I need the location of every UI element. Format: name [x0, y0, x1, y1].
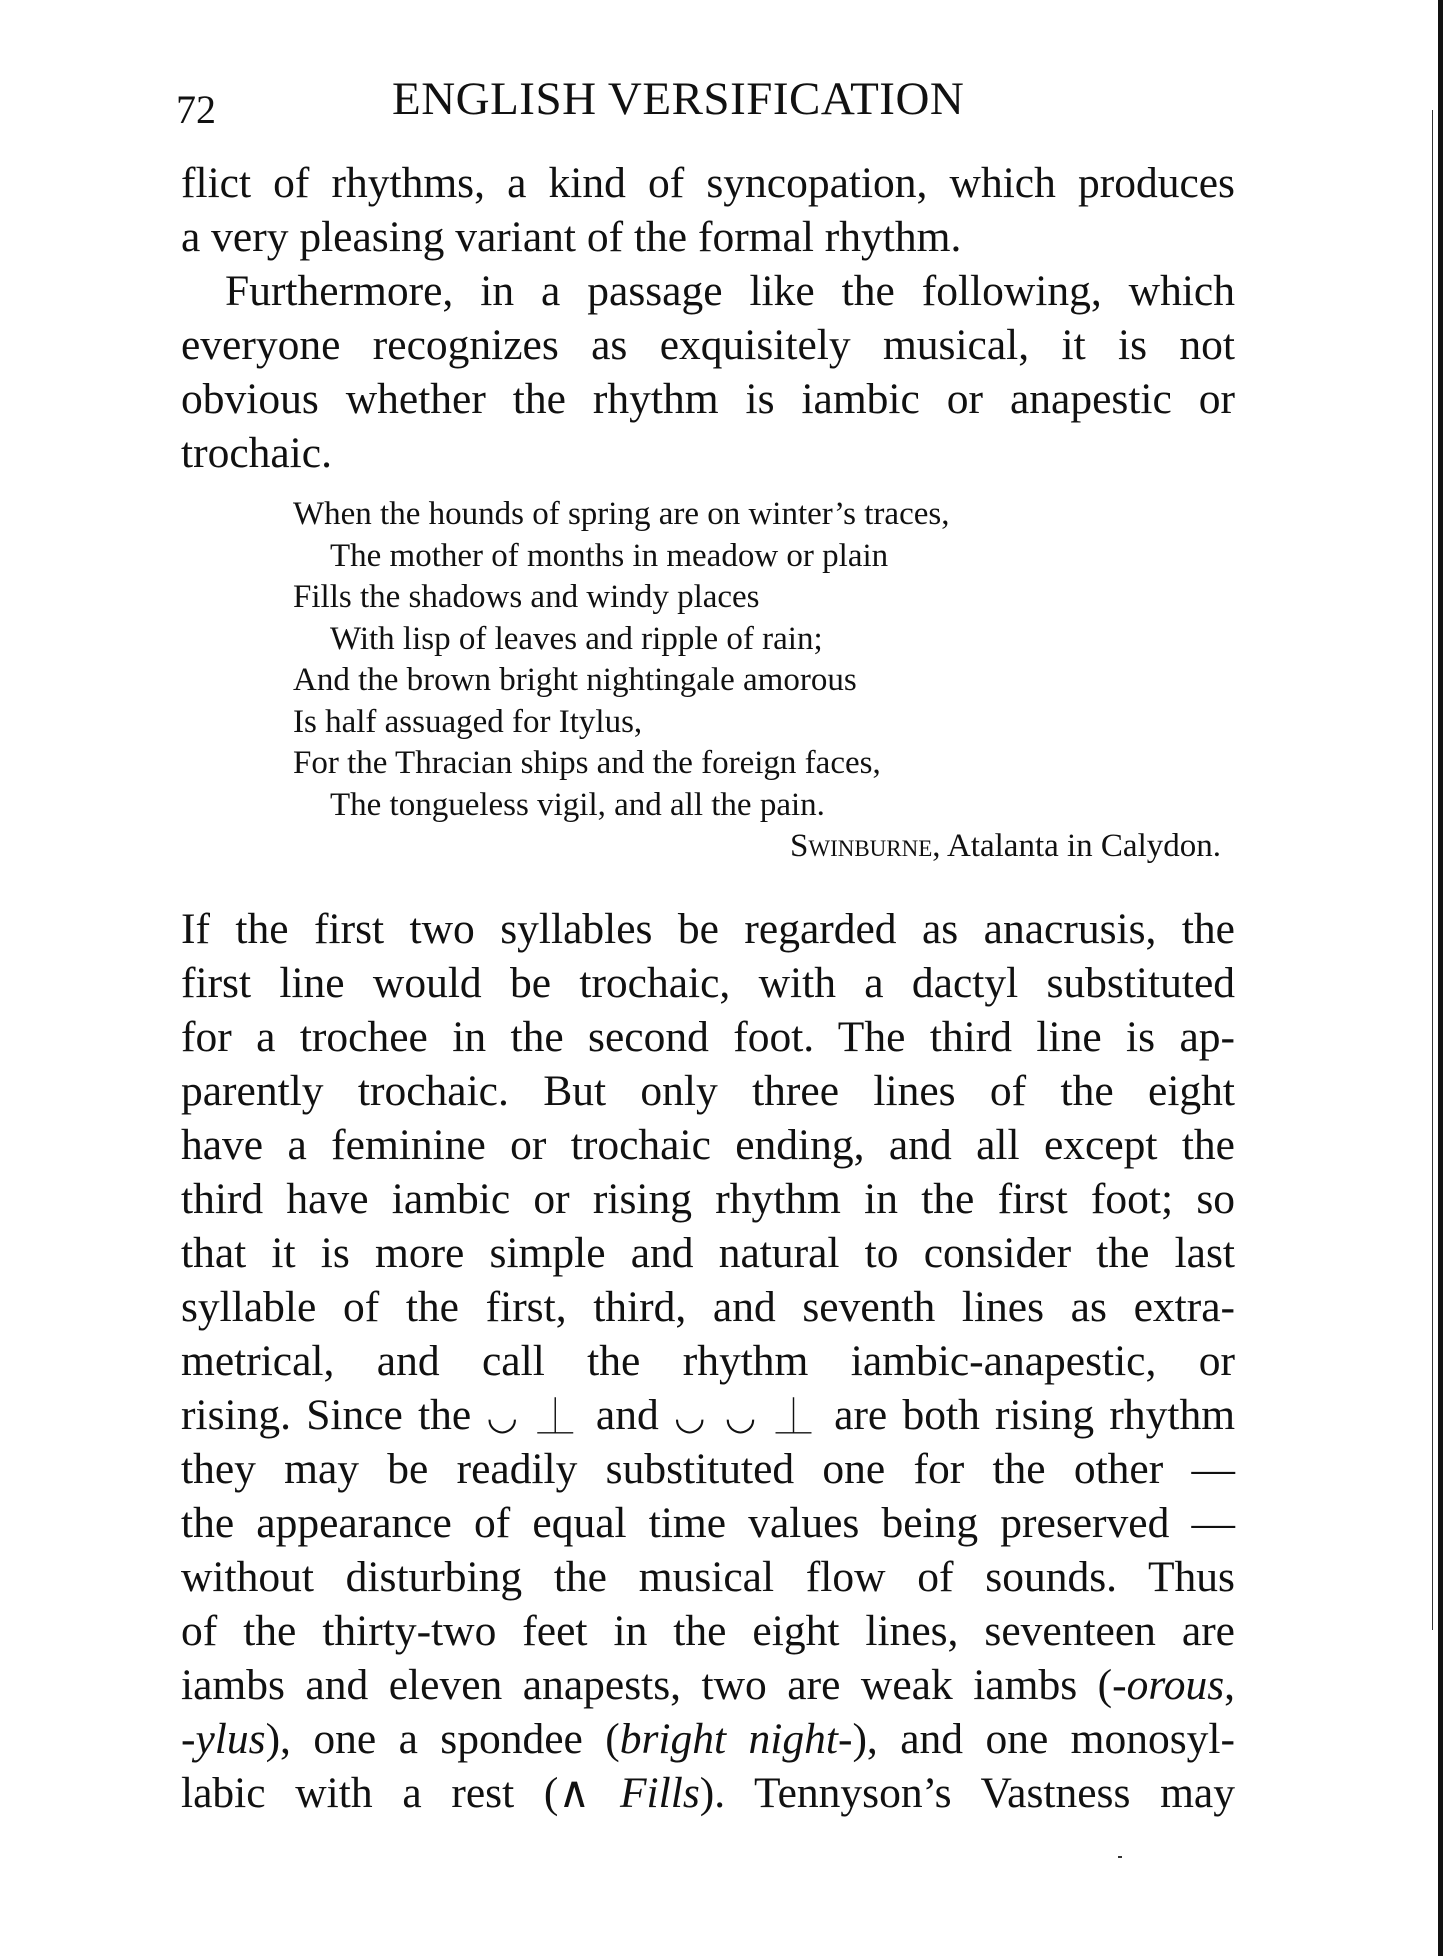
text-line — [181, 1658, 1235, 1712]
text-fragment: labic with a rest ( — [181, 1769, 559, 1817]
text-line: third have iambic or rising rhythm in the first foot; so — [181, 1175, 1235, 1223]
scan-speck — [1118, 1856, 1122, 1858]
page-number: 72 — [176, 87, 216, 132]
text-fragment: iambs and eleven anapests, two are weak iambs ( — [181, 1661, 1113, 1709]
verse-line: The tongueless vigil, and all the pain. — [330, 786, 825, 823]
attribution-author: Swinburne — [790, 828, 933, 864]
text-fragment: ), one a spondee ( — [265, 1715, 620, 1763]
gutter-binding-line — [1438, 0, 1443, 1956]
verse-line: Fills the shadows and windy places — [293, 579, 760, 615]
text-line: have a feminine or trochaic ending, and all except the — [181, 1121, 1235, 1169]
text-line: flict of rhythms, a kind of syncopation, which produces — [181, 159, 1235, 207]
italic-fragment: -ylus — [181, 1715, 266, 1763]
text-line: trochaic. — [181, 429, 332, 477]
text-line: If the first two syllables be regarded as anacrusis, the — [181, 905, 1235, 953]
page-gutter-edge — [1432, 0, 1455, 1956]
text-line: without disturbing the musical flow of sounds. Thus — [181, 1553, 1235, 1601]
text-line: everyone recognizes as exquisitely musical, it is not — [181, 321, 1235, 369]
text-line: they may be readily substituted one for the other — — [181, 1445, 1235, 1493]
text-fragment: ). Tennyson’s Vastness may — [699, 1769, 1235, 1817]
text-line: first line would be trochaic, with a dactyl substituted — [181, 959, 1235, 1007]
anapest-meter-symbol: ◡ ◡ ⏊ — [673, 1397, 819, 1437]
text-fragment: ), and one monosyl- — [852, 1715, 1236, 1763]
text-line — [181, 1766, 1235, 1820]
verse-line: With lisp of leaves and ripple of rain; — [330, 620, 823, 657]
text-line: for a trochee in the second foot. The third line is ap- — [181, 1013, 1235, 1061]
verse-attribution — [293, 826, 1221, 868]
body-text-top — [181, 156, 1235, 480]
attribution-work: , Atalanta in Calydon. — [932, 828, 1221, 864]
italic-fragment: -orous — [1112, 1661, 1225, 1709]
text-line: a very pleasing variant of the formal rhythm. — [181, 213, 962, 261]
text-line — [181, 1712, 1235, 1766]
body-text-bottom — [181, 902, 1235, 1820]
text-line: the appearance of equal time values being preserved — — [181, 1499, 1235, 1547]
text-line: that it is more simple and natural to consider the last — [181, 1229, 1235, 1277]
text-line: syllable of the first, third, and seventh lines as extra- — [181, 1283, 1235, 1331]
running-head — [176, 72, 1236, 132]
text-line: parently trochaic. But only three lines of the eight — [181, 1067, 1235, 1115]
rest-symbol: ∧ — [558, 1769, 591, 1817]
text-fragment: rising. Since the — [181, 1391, 472, 1439]
verse-line: Is half assuaged for Itylus, — [293, 703, 643, 740]
verse-line: And the brown bright nightingale amorous — [293, 662, 857, 698]
text-fragment: and — [595, 1391, 659, 1439]
text-line-meter — [181, 1388, 1235, 1442]
iamb-meter-symbol: ◡ ⏊ — [486, 1397, 581, 1437]
verse-line: When the hounds of spring are on winter’s traces, — [293, 496, 950, 532]
verse-line: The mother of months in meadow or plain — [330, 537, 889, 574]
italic-fragment: Fills — [619, 1769, 700, 1817]
text-line: metrical, and call the rhythm iambic-anapestic, or — [181, 1337, 1235, 1385]
italic-fragment: bright night- — [619, 1715, 853, 1763]
text-fragment: , — [1224, 1661, 1235, 1709]
verse-quotation — [293, 494, 1221, 868]
text-fragment: are both rising rhythm — [834, 1391, 1236, 1439]
text-line: Furthermore, in a passage like the following, which — [225, 267, 1235, 315]
verse-line: For the Thracian ships and the foreign faces, — [293, 745, 881, 781]
running-title: ENGLISH VERSIFICATION — [392, 73, 965, 125]
gutter-shadow-line — [1432, 110, 1433, 1630]
text-line: obvious whether the rhythm is iambic or anapestic or — [181, 375, 1235, 423]
text-line: of the thirty-two feet in the eight lines, seventeen are — [181, 1607, 1235, 1655]
